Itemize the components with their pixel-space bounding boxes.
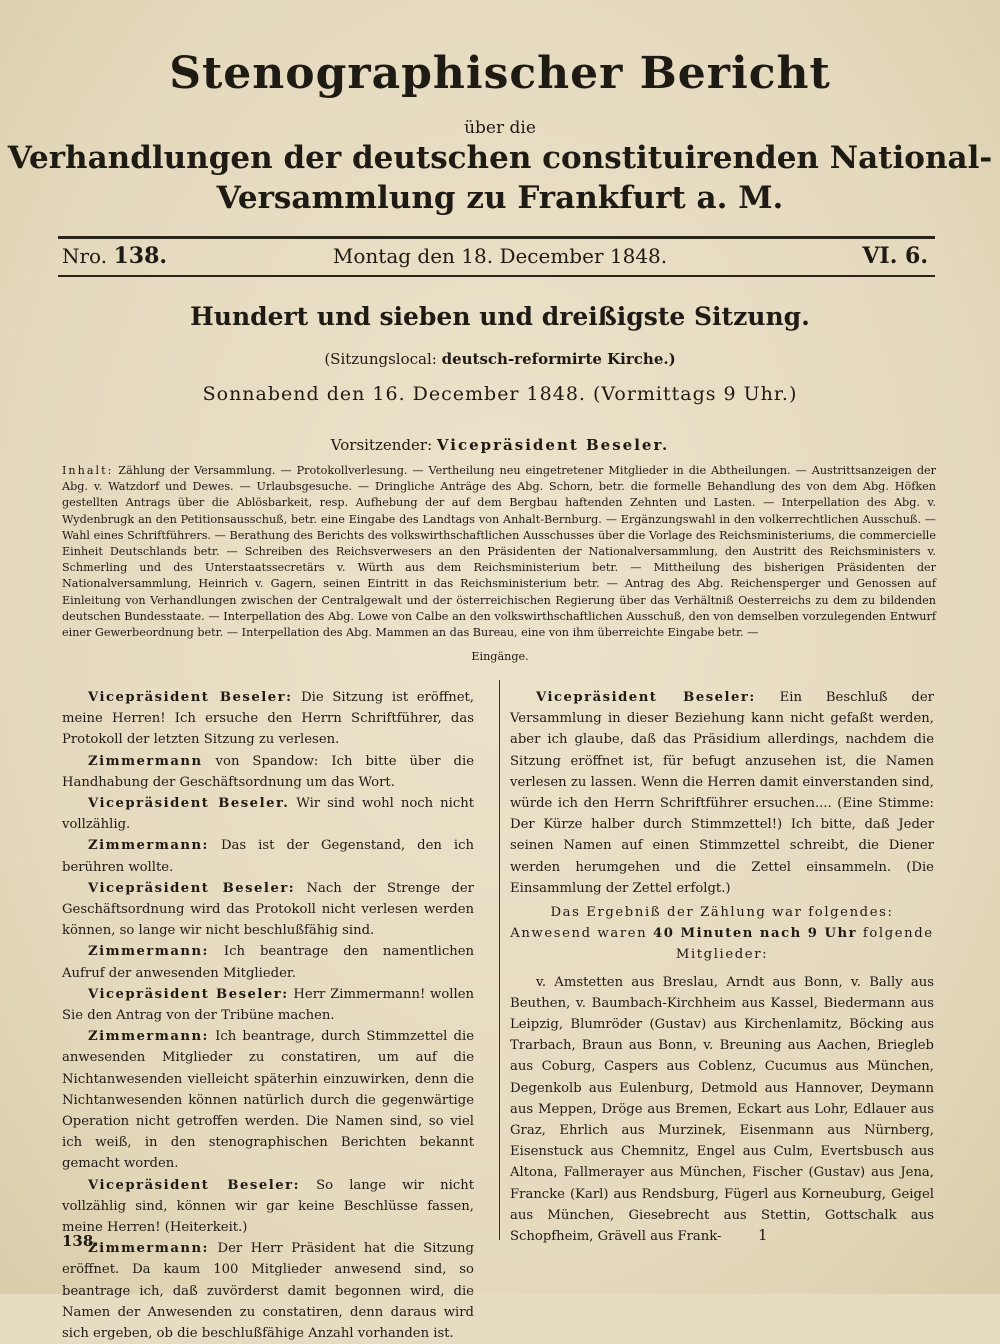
speech-text: Der Herr Präsident hat die Sitzung eröffnet. Da kaum 100 Mitglieder anwesend sind, so beantrage ich, daß zuvörderst damit begonnen wird, die Namen der Anwesenden zu constatiren, denn daraus wird sich ergeben, ob die beschlußfähige Anzahl vorhanden ist.	[62, 1241, 474, 1342]
speech-paragraph	[62, 1026, 474, 1174]
speech-text: Die Sitzung ist eröffnet, meine Herren! Ich ersuche den Herrn Schriftführer, das Protokoll der letzten Sitzung zu verlesen.	[62, 690, 474, 748]
chair-value: Vicepräsident Beseler.	[436, 436, 670, 454]
speaker-name: Zimmermann	[88, 753, 203, 769]
header-rule-bottom	[58, 275, 935, 277]
speech-paragraph	[62, 878, 474, 942]
present-time: 40 Minuten nach 9 Uhr	[653, 926, 858, 942]
footer-page-number: 1	[758, 1226, 768, 1244]
chair-label: Vorsitzender:	[330, 436, 433, 454]
speech-text: Das ist der Gegenstand, den ich berühren wollte.	[62, 838, 474, 875]
session-local-label: (Sitzungslocal:	[324, 350, 437, 368]
speaker-name: Vicepräsident Beseler:	[536, 690, 756, 705]
speech-text: Ich beantrage den namentlichen Aufruf der anwesenden Mitglieder.	[62, 944, 474, 981]
session-title: Hundert und sieben und dreißigste Sitzung.	[190, 302, 810, 331]
speech-text: Ein Beschluß der Versammlung in dieser Beziehung kann nicht gefaßt werden, aber ich glaube, daß das Präsidium allerdings, nachdem die Sitzung eröffnet ist, für befugt anzusehen ist, die Namen verlesen zu lassen. Wenn die Herren damit einverstanden sind, würde ich den Herrn Schriftführer ersuchen.... (Eine Stimme: Der Kürze halber durch Stimmzettel!) Ich bitte, daß Jeder seinen Namen auf einen Stimmzettel schreibt, die Diener werden herumgehen und die Zettel einsammeln. (Die Einsammlung der Zettel erfolgt.)	[510, 690, 934, 896]
present-heading	[510, 923, 934, 965]
contents-summary	[62, 463, 936, 641]
masthead-title: Stenographischer Bericht	[169, 48, 831, 99]
contents-text: Zählung der Versammlung. — Protokollverlesung. — Vertheilung neu eingetretener Mitglieder in die Abtheilungen. — Austrittsanzeigen der Abg. v. Watzdorf und Dewes. — Urlaubsgesuche. — Dringliche Anträge des Abg. Schorn, betr. die formelle Behandlung des von dem Abg. Höfken gestellten Antrags über die Ablösbarkeit, resp. Aufhebung der auf dem Bergbau haftenden Zehnten und Lasten. — Interpellation des Abg. v. Wydenbrugk an den Petitionsausschuß, betr. eine Eingabe des Landtags von Anhalt-Bernburg. — Ergänzungswahl in den volkerrechtlichen Ausschuß. — Wahl eines Schriftführers. — Berathung des Berichts des volkswirthschaftlichen Ausschusses über die Vorlage des Reichsministeriums, die commercielle Einheit Deutschlands betr. — Schreiben des Reichsverwesers an den Präsidenten der Nationalversammlung, den Austritt des Reichsministers v. Schmerling und des Unterstaatssecretärs v. Würth aus dem Reichsministerium betr. — Mittheilung des bisherigen Präsidenten der Nationalversammlung, Heinrich v. Gagern, seinen Eintritt in das Reichsministerium betr. — Antrag des Abg. Reichensperger und Genossen auf Einleitung von Verhandlungen zwischen der Centralgewalt und der österreichischen Regierung über das Verhältniß Oesterreichs zu dem zu bildenden deutschen Bundesstaate. — Interpellation des Abg. Lowe von Calbe an den volkswirthschaftlichen Ausschuß, den von demselben vorzulegenden Entwurf einer Gewerbeordnung betr. — Interpellation des Abg. Mammen an das Bureau, eine von ihm überreichte Eingabe betr. —	[62, 464, 936, 640]
speech-paragraph	[62, 1238, 474, 1344]
issue-number-value: 138.	[113, 243, 168, 269]
count-result-heading: Das Ergebniß der Zählung war folgendes:	[550, 905, 894, 921]
issue-date: Montag den 18. December 1848.	[332, 244, 668, 268]
issue-nro-label: Nro.	[62, 244, 108, 268]
speech-paragraph	[62, 941, 474, 983]
speech-paragraph	[62, 835, 474, 877]
footer-issue-number: 138.	[62, 1232, 99, 1250]
speech-paragraph	[510, 687, 934, 899]
header-rule-top	[58, 236, 935, 239]
speech-paragraph	[62, 687, 474, 751]
issue-volume: VI. 6.	[862, 243, 928, 269]
speech-text: Herr Zimmermann! wollen Sie den Antrag von der Tribüne machen.	[62, 986, 474, 1024]
speaker-name: Vicepräsident Beseler:	[88, 986, 289, 1002]
right-column	[510, 687, 934, 1247]
masthead-subtitle-line2: Versammlung zu Frankfurt a. M.	[216, 180, 784, 216]
speech-text: Wir sind wohl noch nicht vollzählig.	[62, 796, 474, 833]
member-names-list: v. Amstetten aus Breslau, Arndt aus Bonn, v. Bally aus Beuthen, v. Baumbach-Kirchheim aus Kassel, Biedermann aus Leipzig, Blumröder (Gustav) aus Kirchenlamitz, Böcking aus Trarbach, Braun aus Bonn, v. Breuning aus Aachen, Briegleb aus Coburg, Caspers aus Coblenz, Cucumus aus München, Degenkolb aus Eulenburg, Detmold aus Hannover, Deymann aus Meppen, Dröge aus Bremen, Eckart aus Lohr, Edlauer aus Graz, Ehrlich aus Murzinek, Eisenmann aus Nürnberg, Eisenstuck aus Chemnitz, Engel aus Culm, Evertsbusch aus Altona, Fallmerayer aus München, Fischer (Gustav) aus Jena, Francke (Karl) aus Rendsburg, Fügerl aus Korneuburg, Geigel aus München, Giesebrecht aus Stettin, Gottschalk aus Schopfheim, Grävell aus Frank-	[510, 974, 934, 1245]
contents-end: Eingänge.	[471, 650, 529, 663]
session-chair	[0, 436, 1000, 454]
speech-paragraph	[62, 984, 474, 1026]
masthead-subtitle-line1: Verhandlungen der deutschen constituirenden National-	[7, 140, 993, 176]
speech-paragraph	[62, 793, 474, 835]
speech-text: Ich beantrage, durch Stimmzettel die anwesenden Mitglieder zu constatiren, um auf die Nichtanwesenden vielleicht späterhin einzuwirken, denn die Nichtanwesenden können natürlich durch die gegenwärtige Operation nicht getroffen werden. Die Namen sind, so viel ich weiß, in den stenographischen Berichten bekannt gemacht worden.	[62, 1029, 474, 1172]
speaker-name: Vicepräsident Beseler:	[88, 690, 293, 705]
speaker-name: Vicepräsident Beseler:	[88, 880, 296, 896]
speaker-name: Zimmermann:	[88, 1029, 209, 1045]
session-local-value: deutsch-reformirte Kirche.)	[441, 350, 676, 368]
speaker-name: Vicepräsident Beseler.	[88, 796, 290, 812]
left-column	[62, 687, 474, 1344]
masthead-ueber: über die	[464, 118, 536, 138]
session-local	[0, 350, 1000, 368]
session-date: Sonnabend den 16. December 1848. (Vormittags 9 Uhr.)	[202, 383, 798, 405]
speech-text: So lange wir nicht vollzählig sind, können wir gar keine Beschlüsse fassen, meine Herren! (Heiterkeit.)	[62, 1177, 474, 1236]
speaker-name: Vicepräsident Beseler:	[88, 1177, 300, 1193]
speaker-name: Zimmermann:	[88, 944, 209, 960]
speech-paragraph	[62, 751, 474, 793]
present-post: folgende Mitglieder:	[675, 926, 934, 963]
contents-label: Inhalt:	[62, 464, 114, 477]
speaker-name: Zimmermann:	[88, 1241, 209, 1257]
speech-text: von Spandow: Ich bitte über die Handhabung der Geschäftsordnung um das Wort.	[62, 753, 474, 790]
present-pre: Anwesend waren	[510, 926, 654, 942]
speech-text: Nach der Strenge der Geschäftsordnung wird das Protokoll nicht verlesen werden können, so lange wir nicht beschlußfähig sind.	[62, 880, 474, 939]
speech-paragraph	[62, 1175, 474, 1239]
column-divider	[499, 680, 500, 1240]
speaker-name: Zimmermann:	[88, 838, 209, 854]
